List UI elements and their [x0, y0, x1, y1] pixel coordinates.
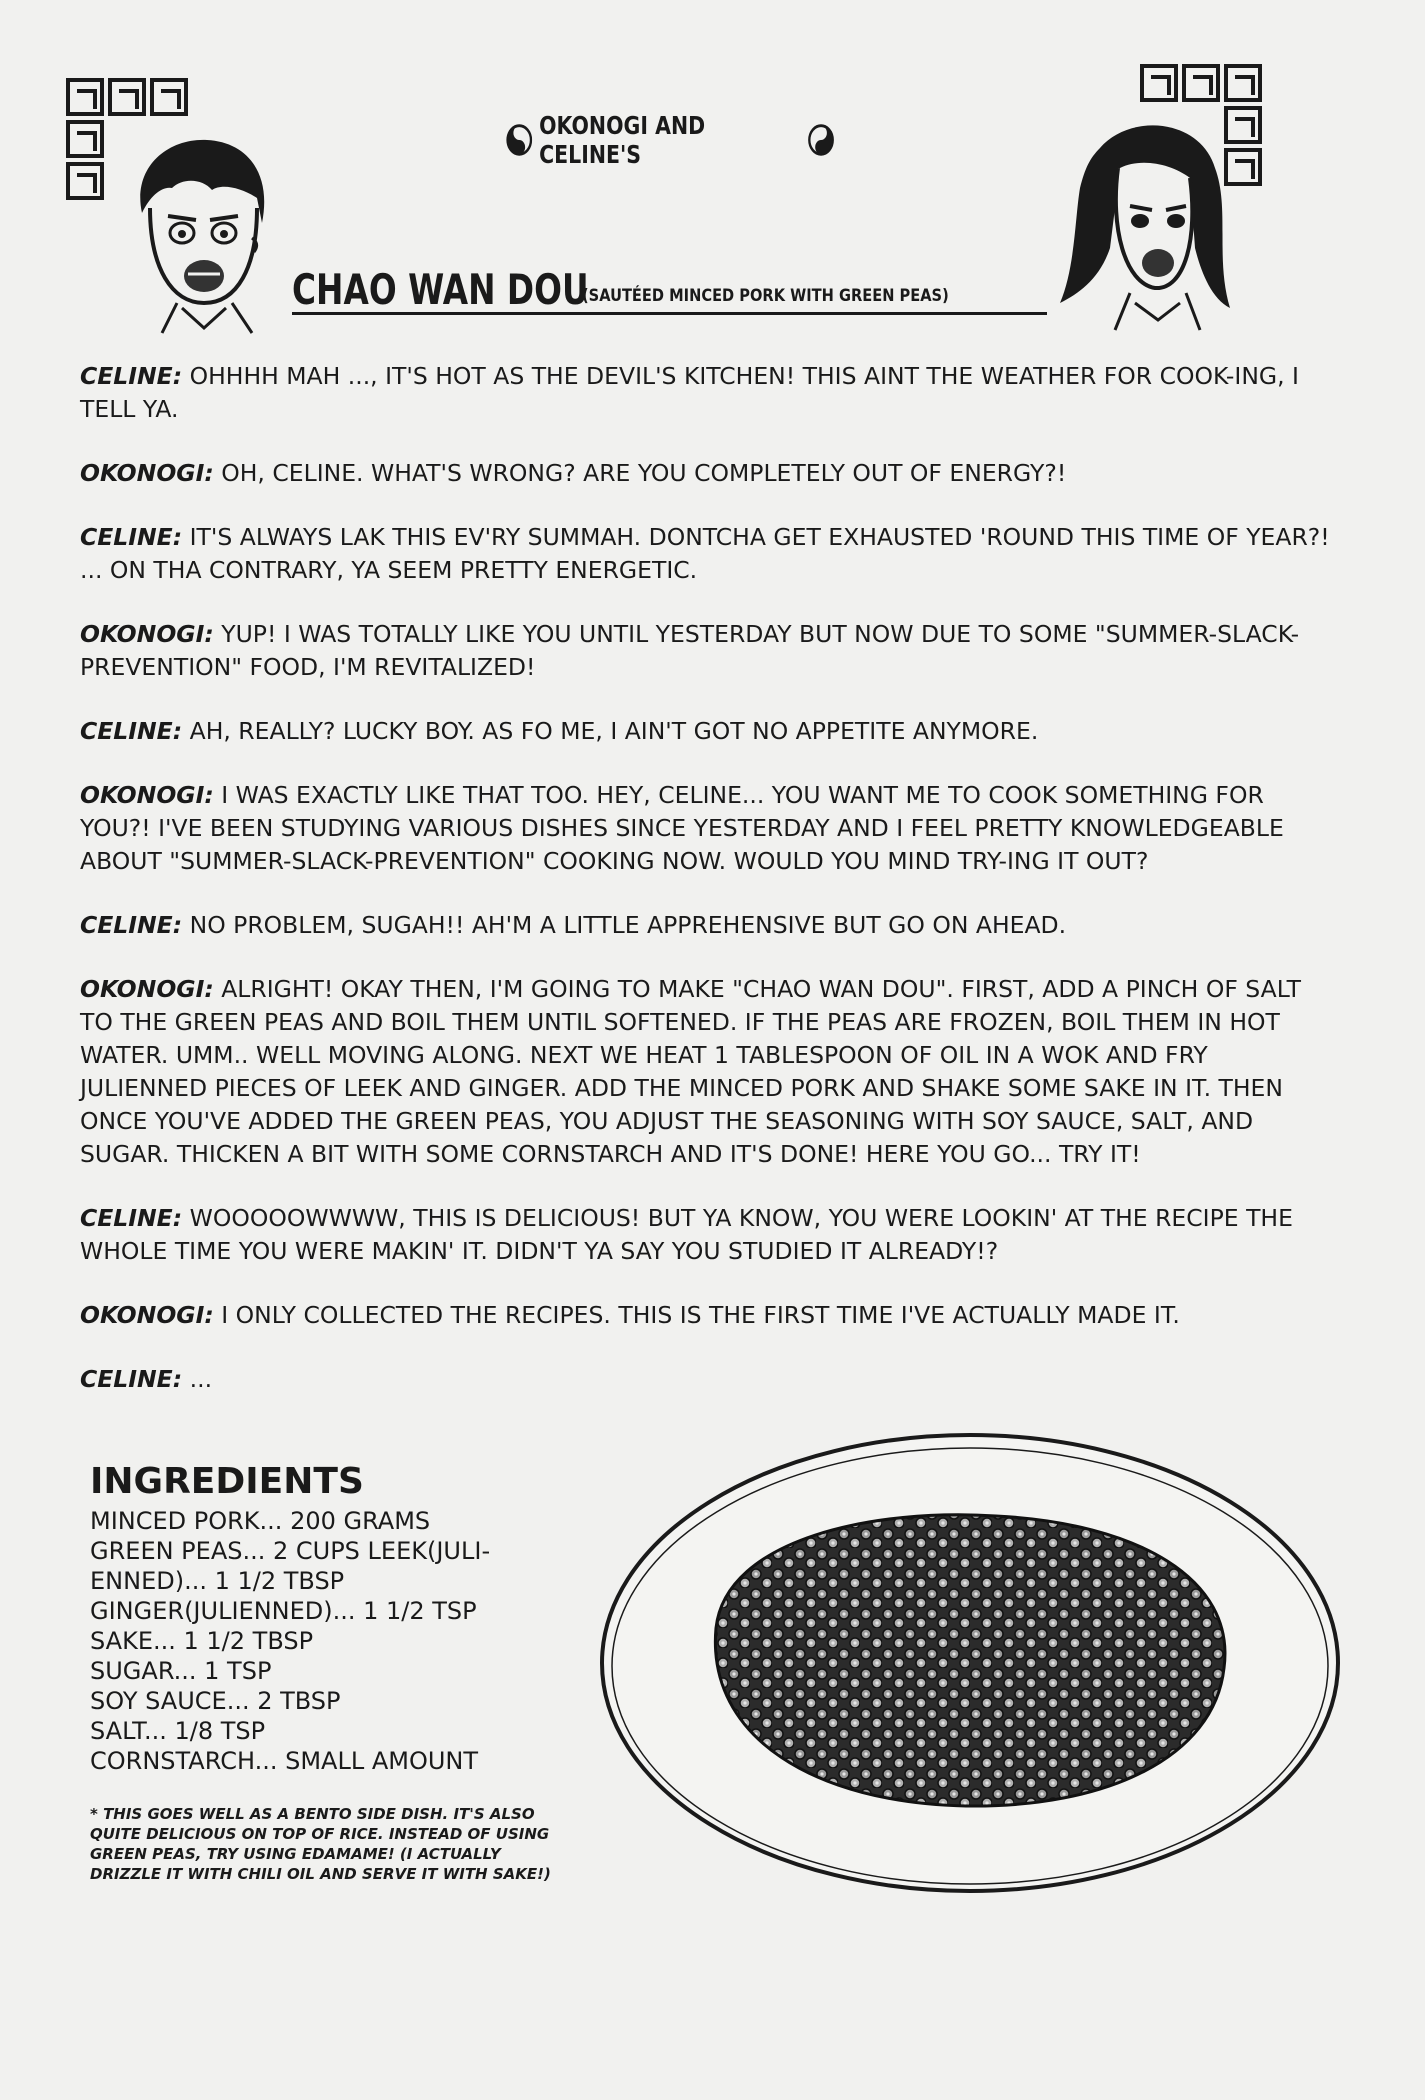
- ingredient-item: MINCED PORK... 200 GRAMS: [90, 1507, 431, 1535]
- dialogue-line: [80, 715, 1340, 748]
- dialogue-line: [80, 457, 1340, 490]
- dialogue-line: [80, 909, 1340, 942]
- ingredients-title: INGREDIENTS: [90, 1461, 364, 1502]
- ingredient-item: SOY SAUCE... 2 TBSP: [90, 1687, 341, 1715]
- ingredient-item: ENNED)... 1 1/2 TBSP: [90, 1567, 345, 1595]
- dialogue-text: NO PROBLEM, SUGAH!! AH'M A LITTLE APPREHENSIVE BUT GO ON AHEAD.: [189, 911, 1067, 939]
- speaker-name: OKONOGI:: [80, 1301, 214, 1329]
- chao-wan-dou-plate: [596, 1428, 1346, 1898]
- speaker-name: CELINE:: [80, 1365, 183, 1393]
- speaker-name: CELINE:: [80, 717, 183, 745]
- dialogue-line: [80, 1202, 1340, 1268]
- dialogue-line: [80, 973, 1340, 1171]
- dialogue-line: [80, 1363, 1340, 1396]
- ingredient-item: CORNSTARCH... SMALL AMOUNT: [90, 1747, 479, 1775]
- dialogue-line: [80, 779, 1340, 878]
- celine-portrait: [1040, 108, 1240, 333]
- recipe-subtitle: (SAUTÉED MINCED PORK WITH GREEN PEAS): [582, 286, 949, 306]
- ingredients-list: [90, 1506, 570, 1776]
- dialogue-text: I WAS EXACTLY LIKE THAT TOO. HEY, CELINE... YOU WANT ME TO COOK SOMETHING FOR YOU?! I'VE BEEN STUDYING VARIOUS DISHES SINCE YESTERDAY AND I FEEL PRETTY KNOWLEDGEABLE ABOUT "SUMMER-SLACK-PREVENTION" COOKING NOW. WOULD YOU MIND TRY-ING IT OUT?: [80, 781, 1284, 875]
- recipe-title: CHAO WAN DOU: [292, 265, 589, 314]
- ingredient-item: SUGAR... 1 TSP: [90, 1657, 272, 1685]
- yin-yang-icon: [506, 123, 533, 157]
- speaker-name: OKONOGI:: [80, 781, 214, 809]
- recipe-title-row: [292, 262, 1047, 315]
- dialogue-line: [80, 360, 1340, 426]
- ingredient-item: GINGER(JULIENNED)... 1 1/2 TSP: [90, 1597, 477, 1625]
- dialogue-text: ALRIGHT! OKAY THEN, I'M GOING TO MAKE "CHAO WAN DOU". FIRST, ADD A PINCH OF SALT TO THE GREEN PEAS AND BOIL THEM UNTIL SOFTENED. IF THE PEAS ARE FROZEN, BOIL THEM IN HOT WATER. UMM.. WELL MOVING ALONG. NEXT WE HEAT 1 TABLESPOON OF OIL IN A WOK AND FRY JULIENNED PIECES OF LEEK AND GINGER. ADD THE MINCED PORK AND SHAKE SOME SAKE IN IT. THEN ONCE YOU'VE ADDED THE GREEN PEAS, YOU ADJUST THE SEASONING WITH SOY SAUCE, SALT, AND SUGAR. THICKEN A BIT WITH SOME CORNSTARCH AND IT'S DONE! HERE YOU GO... TRY IT!: [80, 975, 1301, 1168]
- speaker-name: CELINE:: [80, 911, 183, 939]
- dialogue-text: OH, CELINE. WHAT'S WRONG? ARE YOU COMPLETELY OUT OF ENERGY?!: [221, 459, 1067, 487]
- ingredient-item: SAKE... 1 1/2 TBSP: [90, 1627, 314, 1655]
- dialogue-section: [80, 360, 1340, 1427]
- ingredient-item: GREEN PEAS... 2 CUPS LEEK(JULI-: [90, 1537, 491, 1565]
- dialogue-text: OHHHH MAH ..., IT'S HOT AS THE DEVIL'S KITCHEN! THIS AINT THE WEATHER FOR COOK-ING, I TELL YA.: [80, 362, 1299, 423]
- dialogue-line: [80, 521, 1340, 587]
- dialogue-text: WOOOOOWWWW, THIS IS DELICIOUS! BUT YA KNOW, YOU WERE LOOKIN' AT THE RECIPE THE WHOLE TIME YOU WERE MAKIN' IT. DIDN'T YA SAY YOU STUDIED IT ALREADY!?: [80, 1204, 1293, 1265]
- ingredient-item: SALT... 1/8 TSP: [90, 1717, 266, 1745]
- dialogue-text: AH, REALLY? LUCKY BOY. AS FO ME, I AIN'T GOT NO APPETITE ANYMORE.: [189, 717, 1039, 745]
- speaker-name: OKONOGI:: [80, 459, 214, 487]
- serving-note: * THIS GOES WELL AS A BENTO SIDE DISH. IT'S ALSO QUITE DELICIOUS ON TOP OF RICE. INSTEAD OF USING GREEN PEAS, TRY USING EDAMAME! (I ACTUALLY DRIZZLE IT WITH CHILI OIL AND SERVE IT WITH SAKE!): [90, 1805, 551, 1883]
- speaker-name: CELINE:: [80, 523, 183, 551]
- okonogi-portrait: [122, 128, 282, 338]
- dialogue-line: [80, 1299, 1340, 1332]
- dialogue-text: YUP! I WAS TOTALLY LIKE YOU UNTIL YESTERDAY BUT NOW DUE TO SOME "SUMMER-SLACK-PREVENTION" FOOD, I'M REVITALIZED!: [80, 620, 1300, 681]
- speaker-name: CELINE:: [80, 1204, 183, 1232]
- dialogue-text: IT'S ALWAYS LAK THIS EV'RY SUMMAH. DONTCHA GET EXHAUSTED 'ROUND THIS TIME OF YEAR?! ... ON THA CONTRARY, YA SEEM PRETTY ENERGETIC.: [80, 523, 1330, 584]
- speaker-name: CELINE:: [80, 362, 183, 390]
- dialogue-text: ...: [189, 1365, 213, 1393]
- speaker-name: OKONOGI:: [80, 975, 214, 1003]
- header-top-title: [506, 111, 834, 169]
- header-top-text: OKONOGI AND CELINE'S: [539, 111, 706, 169]
- ingredients-section: [90, 1462, 570, 1884]
- speaker-name: OKONOGI:: [80, 620, 214, 648]
- dialogue-text: I ONLY COLLECTED THE RECIPES. THIS IS THE FIRST TIME I'VE ACTUALLY MADE IT.: [221, 1301, 1180, 1329]
- dialogue-line: [80, 618, 1340, 684]
- yin-yang-icon: [807, 123, 834, 157]
